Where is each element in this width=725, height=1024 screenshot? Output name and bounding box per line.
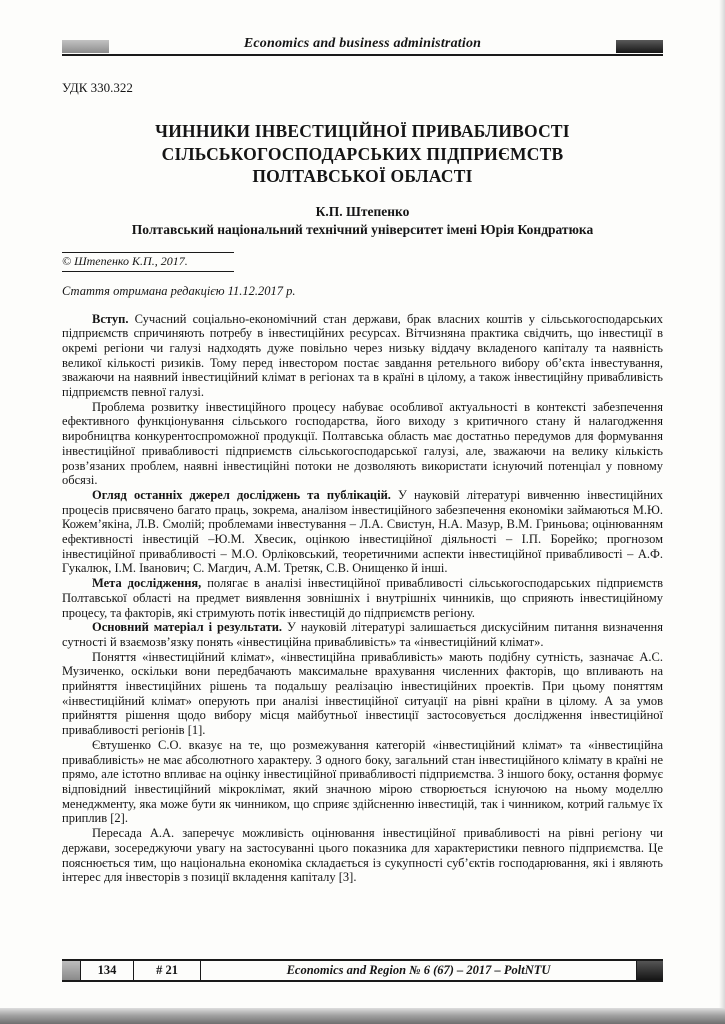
- paragraph-literature-review: [62, 488, 663, 576]
- page-content: [62, 36, 663, 964]
- header-right-bar: [616, 40, 663, 53]
- paragraph-text: Євтушенко С.О. вказує на те, що розмежування категорій «інвестиційний клімат» та «інвестиційна привабливість» не має абсолютного характеру. З одного боку, загальний стан інвестиційного клімату в країні не прямо, але істотно впливає на оцінку інвестиційної привабливості підприємства. З іншого боку, остання формує відповідний інвестиційний мікроклімат, який значною мірою створюється існуючою на ньому моделлю менеджменту, яка може бути як чинником, що сприяє здійсненню інвестицій, так і чинником, котрий гальмує їх приплив [2].: [62, 737, 663, 826]
- paragraph-intro: [62, 312, 663, 400]
- footer-left-bar: [62, 961, 80, 980]
- footer-journal-title: Economics and Region № 6 (67) – 2017 – PoltNTU: [286, 963, 551, 977]
- header-left-bar: [62, 40, 109, 53]
- paragraph: [62, 738, 663, 826]
- paragraph-text: Проблема розвитку інвестиційного процесу набуває особливої актуальності в контексті забезпечення ефективного функціонування сільського господарства, його виходу з критичного стану й налагодження виробництва конкурентоспроможної продукції. Полтавська область має достатньо передумов для формування інвестиційної привабливості підприємств сільськогосподарської галузі, але, зважаючи на велику кількість розв’язаних проблем, наявні інвестиційні потоки не дозволяють використати існуючий потенціал у повному обсязі.: [62, 399, 663, 488]
- journal-section-title: Economics and business administration: [243, 36, 482, 51]
- scan-edge-shadow: [719, 0, 725, 1024]
- author-affiliation: Полтавський національний технічний університет імені Юрія Кондратюка: [131, 221, 594, 237]
- article-body: [62, 312, 663, 885]
- author-name: К.П. Штепенко: [315, 203, 410, 219]
- paragraph-lead: Мета дослідження,: [92, 576, 202, 591]
- copyright-note: © Штепенко К.П., 2017.: [62, 252, 234, 272]
- paragraph-main-results: [62, 620, 663, 649]
- udc-code: УДК 330.322: [62, 80, 133, 95]
- paragraph-lead: Основний матеріал і результати.: [92, 620, 283, 635]
- footer-page-number: 134: [80, 961, 134, 980]
- paragraph-text: У науковій літературі залишається дискусійним питання визначення сутності й взаємозв’язку понять «інвестиційна привабливість» та «інвестиційний клімат».: [62, 620, 663, 649]
- paragraph-text: Пересада А.А. заперечує можливість оцінювання інвестиційної привабливості на рівні регіону чи держави, зосереджуючи увагу на застосуванні цього показника для характеристики певного підприємства. Це пояснюється тим, що національна економіка складається із сукупності суб’єктів господарювання, які і являють інтерес для інвесторів з позиції вкладення капіталу [3].: [62, 826, 663, 885]
- paragraph-text: Поняття «інвестиційний клімат», «інвестиційна привабливість» мають подібну сутність, зазначає А.С. Музиченко, оскільки вони передбачають максимальне врахування численних факторів, що впливають на прийняття інвестиційних рішень та подальшу реалізацію інвестиційних проектів. При цьому поняттям «інвестиційний клімат» оперують при аналізі інвестиційної ситуації на рівні країни в цілому. А за умов прийняття рішення щодо вибору місця майбутньої інвестиції застосовується дослідження інвестиційної привабливості регіонів [1].: [62, 649, 663, 738]
- paragraph-lead: Вступ.: [92, 311, 129, 326]
- footer-issue-number: # 21: [134, 961, 201, 980]
- paragraph-text: полягає в аналізі інвестиційної привабливості сільськогосподарських підприємств Полтавської області на предмет виявлення зовнішніх і внутрішніх чинників, що сприяють інвестиційному процесу, та факторів, які стримують потік інвестицій до підприємств регіону.: [62, 576, 663, 620]
- paragraph-text: У науковій літературі вивченню інвестиційних процесів присвячено багато праць, зокрема, аналізом інвестиційного забезпечення економіки займаються М.Ю. Кожем’якіна, Л.В. Смолій; проблемами інвестування – Л.А. Свистун, Н.А. Мазур, В.М. Гриньова; оцінюванням ефективності інвестицій –Ю.М. Хвесик, оцінкою інвестиційної діяльності – І.П. Борейко; прогнозом інвестиційної привабливості – М.О. Орліковський, теоретичними аспекти інвестиційної привабливості – А.Ф. Гукалюк, І.М. Іванович; С. Магдич, А.М. Третяк, С.В. Онищенко й інші.: [62, 487, 663, 576]
- page-footer: [62, 959, 663, 982]
- article-title-line: ПОЛТАВСЬКОЇ ОБЛАСТІ: [252, 166, 473, 186]
- received-date-note: Стаття отримана редакцією 11.12.2017 р.: [62, 283, 296, 298]
- article-title-line: СІЛЬСЬКОГОСПОДАРСЬКИХ ПІДПРИЄМСТВ: [161, 143, 564, 164]
- paragraph-goal: [62, 576, 663, 620]
- running-head: [62, 36, 663, 56]
- paragraph-lead: Огляд останніх джерел досліджень та публікацій.: [92, 487, 391, 502]
- paragraph: [62, 650, 663, 738]
- paragraph-text: Сучасний соціально-економічний стан держави, брак власних коштів у сільськогосподарських підприємств спричиняють потребу в інвестиційних ресурсах. Вітчизняна практика свідчить, що інвестиції в окремі регіони чи галузі надходять дуже повільно через низьку віддачу вкладеного капіталу та наявність великої кількості ризиків. Тому перед інвестором постає завдання ретельного вибору об’єкта інвестування, зважаючи на наявний інвестиційний клімат в регіонах та в країні в цілому, а також інвестиційну привабливість підприємств певної галузі.: [62, 311, 663, 400]
- scan-bottom-shadow: [0, 1008, 725, 1024]
- paragraph: [62, 400, 663, 488]
- paragraph: [62, 826, 663, 885]
- article-title: [62, 120, 663, 188]
- article-title-line: ЧИННИКИ ІНВЕСТИЦІЙНОЇ ПРИВАБЛИВОСТІ: [155, 121, 570, 141]
- copyright-row: [62, 238, 663, 272]
- footer-right-bar: [636, 961, 663, 980]
